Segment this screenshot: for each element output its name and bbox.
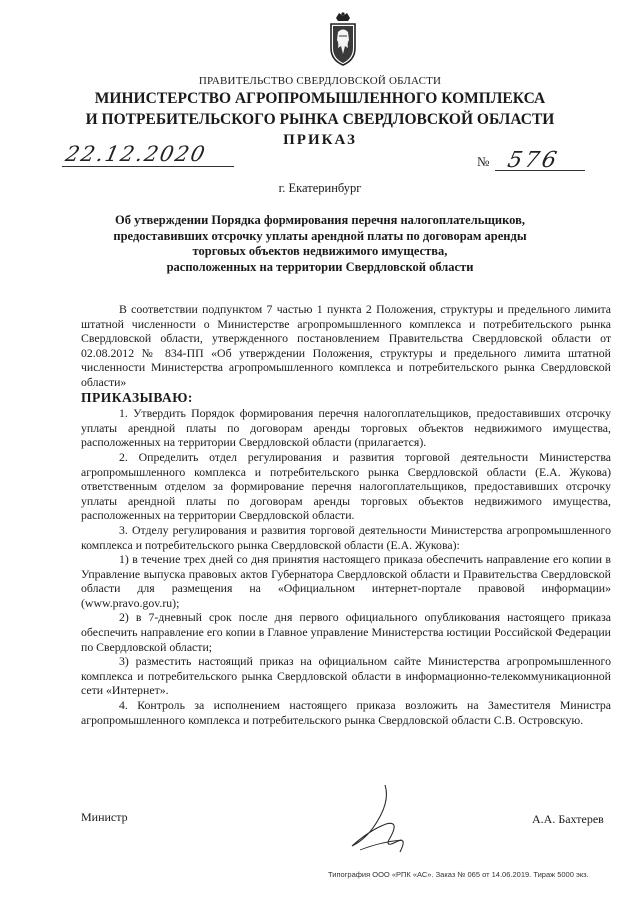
- order-word: ПРИКАЗЫВАЮ:: [81, 389, 193, 405]
- document-type: ПРИКАЗ: [283, 132, 357, 148]
- item-1-paragraph: 1. Утвердить Порядок формирования перечня налогоплательщиков, предоставивших отсрочку уплаты арендной платы по договорам аренды торговых объектов недвижимого имущества, расположенных на территории Свердловской области (прилагается).: [81, 406, 611, 450]
- item-3-paragraph: 3. Отделу регулирования и развития торговой деятельности Министерства агропромышленного комплекса и потребительского рынка Свердловской области (Е.А. Жукова):: [81, 522, 611, 552]
- handwritten-number: 576: [505, 148, 562, 173]
- number-underline: [495, 170, 585, 171]
- item-3-1-paragraph: 1) в течение трех дней со дня принятия настоящего приказа обеспечить направление его копии в Управление выпуска правовых актов Губернатора Свердловской области и Правительства Свердловской области для размещения на «Официальном интернет-портале правовой информации» (www.pravo.gov.ru);: [81, 552, 611, 610]
- item-3-3-paragraph: 3) разместить настоящий приказ на официальном сайте Министерства агропромышленного комплекса и потребительского рынка Свердловской области в информационно-телекоммуникационной сети «Интернет».: [81, 654, 611, 698]
- item-3-2-paragraph: 2) в 7-дневный срок после дня первого официального опубликования настоящего приказа обеспечить направление его копии в Главное управление Министерства юстиции Российской Федерации по Свердловской области;: [81, 610, 611, 654]
- ministry-name-line-2: И ПОТРЕБИТЕЛЬСКОГО РЫНКА СВЕРДЛОВСКОЙ ОБЛАСТИ: [85, 111, 555, 128]
- ministry-name: [0, 88, 640, 130]
- government-name: ПРАВИТЕЛЬСТВО СВЕРДЛОВСКОЙ ОБЛАСТИ: [198, 75, 442, 87]
- title-line-1: Об утверждении Порядка формирования перечня налогоплательщиков,: [115, 213, 525, 227]
- preamble-paragraph: В соответствии подпунктом 7 частью 1 пункта 2 Положения, структуры и предельного лимита штатной численности о Министерстве агропромышленного комплекса и потребительского рынка Свердловской области, утвержденного постановлением Правительства Свердловской области от 02.08.2012 № 834-ПП «Об утверждении Положения, структуры и предельного лимита штатной численности Министерства агропромышленного комплекса и потребительского рынка Свердловской области»: [81, 302, 611, 389]
- city-line: г. Екатеринбург: [278, 181, 362, 195]
- date-underline: [62, 166, 234, 167]
- handwritten-date: 22.12.2020: [63, 142, 209, 166]
- title-line-2: предоставивших отсрочку уплаты арендной платы по договорам аренды: [113, 228, 527, 243]
- signer-position: Министр: [81, 810, 128, 824]
- document-title: [100, 213, 540, 275]
- regional-coat-of-arms-icon: [328, 10, 358, 68]
- item-4-paragraph: 4. Контроль за исполнением настоящего приказа возложить на Заместителя Министра агропромышленного комплекса и потребительского рынка Свердловской области С.В. Островскую.: [81, 698, 611, 727]
- ministry-name-line-1: МИНИСТЕРСТВО АГРОПРОМЫШЛЕННОГО КОМПЛЕКСА: [94, 90, 546, 107]
- item-2-paragraph: 2. Определить отдел регулирования и развития торговой деятельности Министерства агропромышленного комплекса и потребительского рынка Свердловской области (Е.А. Жукова) ответственным отделом за формирование перечня налогоплательщиков, предоставивших отсрочку уплаты арендной платы по договорам аренды торговых объектов недвижимого имущества, расположенных на территории Свердловской области.: [81, 449, 611, 523]
- print-info: Типография ООО «РПК «АС». Заказ № 065 от 14.06.2019. Тираж 5000 экз.: [328, 870, 589, 879]
- document-body: [81, 302, 611, 727]
- title-line-4: расположенных на территории Свердловской области: [166, 259, 474, 274]
- number-label: №: [477, 154, 490, 169]
- handwritten-signature: [330, 780, 440, 860]
- title-line-3: торговых объектов недвижимого имущества,: [192, 244, 448, 258]
- signer-name: А.А. Бахтерев: [532, 812, 604, 826]
